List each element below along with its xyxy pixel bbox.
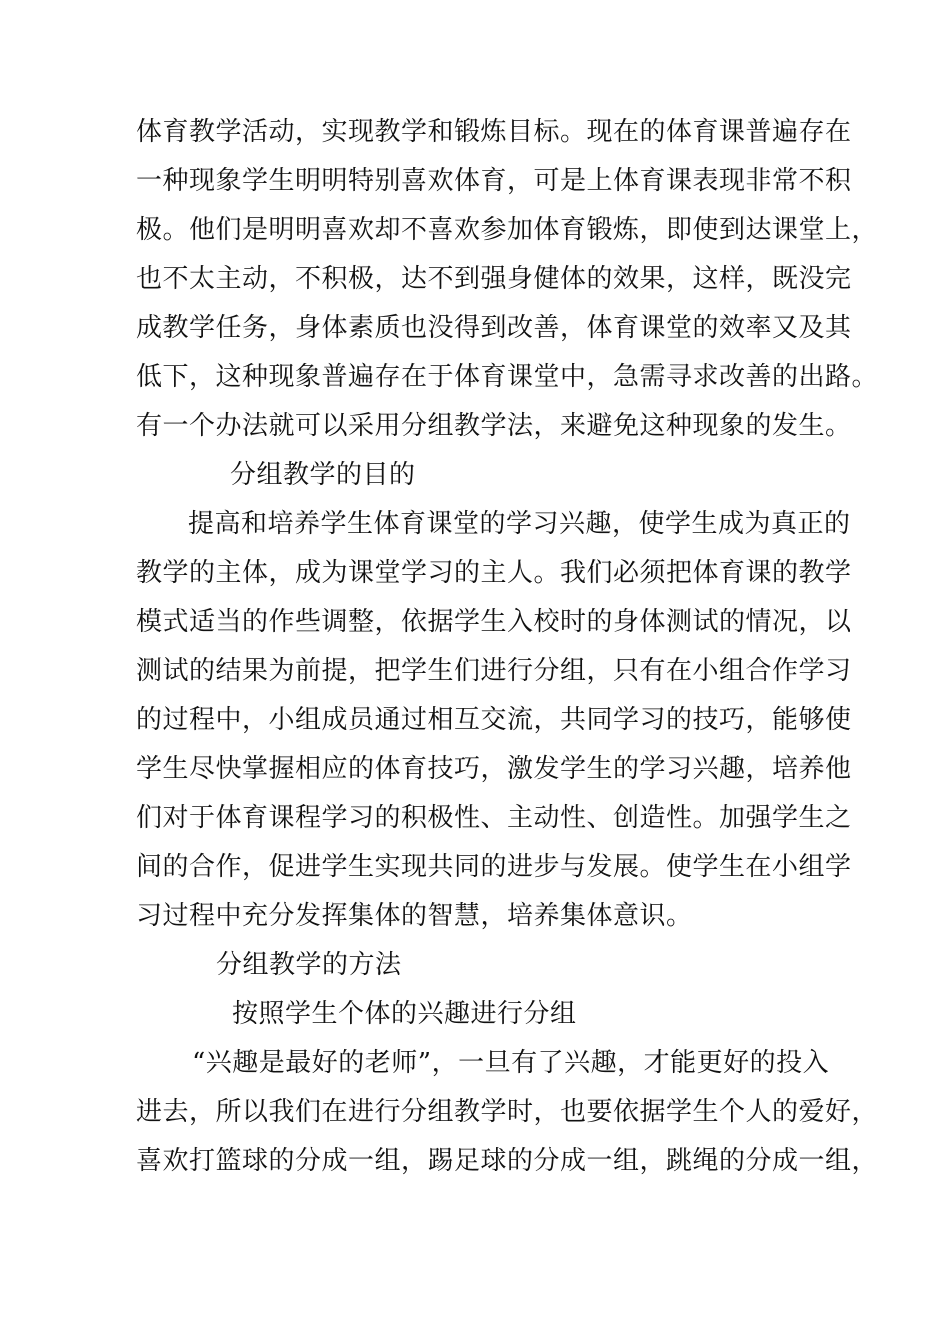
paragraph-line: 提高和培养学生体育课堂的学习兴趣，使学生成为真正的 <box>188 509 851 539</box>
paragraph-line: 也不太主动，不积极，达不到强身健体的效果，这样，既没完 <box>136 264 852 294</box>
paragraph-line: 有一个办法就可以采用分组教学法，来避免这种现象的发生。 <box>136 411 852 441</box>
paragraph-line: 成教学任务，身体素质也没得到改善，体育课堂的效率又及其 <box>136 313 852 343</box>
paragraph-line: 们对于体育课程学习的积极性、主动性、创造性。加强学生之 <box>136 803 852 833</box>
section-heading-purpose: 分组教学的目的 <box>230 460 416 490</box>
paragraph-line: 低下，这种现象普遍存在于体育课堂中，急需寻求改善的出路。 <box>136 362 879 392</box>
paragraph-line: 一种现象学生明明特别喜欢体育，可是上体育课表现非常不积 <box>136 166 852 196</box>
subsection-heading-interest: 按照学生个体的兴趣进行分组 <box>232 999 577 1029</box>
paragraph-line: “兴趣是最好的老师”，一旦有了兴趣，才能更好的投入 <box>192 1048 830 1078</box>
paragraph-line: 间的合作，促进学生实现共同的进步与发展。使学生在小组学 <box>136 852 852 882</box>
section-heading-method: 分组教学的方法 <box>216 950 402 980</box>
paragraph-line: 教学的主体，成为课堂学习的主人。我们必须把体育课的教学 <box>136 558 852 588</box>
paragraph-line: 模式适当的作些调整，依据学生入校时的身体测试的情况，以 <box>136 607 852 637</box>
paragraph-line: 的过程中，小组成员通过相互交流，共同学习的技巧，能够使 <box>136 705 852 735</box>
paragraph-line: 喜欢打篮球的分成一组，踢足球的分成一组，跳绳的分成一组， <box>136 1146 879 1176</box>
paragraph-line: 极。他们是明明喜欢却不喜欢参加体育锻炼，即使到达课堂上， <box>136 215 879 245</box>
paragraph-line: 测试的结果为前提，把学生们进行分组，只有在小组合作学习 <box>136 656 852 686</box>
paragraph-line: 体育教学活动，实现教学和锻炼目标。现在的体育课普遍存在 <box>136 117 852 147</box>
paragraph-line: 学生尽快掌握相应的体育技巧，激发学生的学习兴趣，培养他 <box>136 754 852 784</box>
document-body <box>136 108 879 1186</box>
paragraph-line: 习过程中充分发挥集体的智慧，培养集体意识。 <box>136 901 693 931</box>
paragraph-line: 进去，所以我们在进行分组教学时，也要依据学生个人的爱好， <box>136 1097 879 1127</box>
